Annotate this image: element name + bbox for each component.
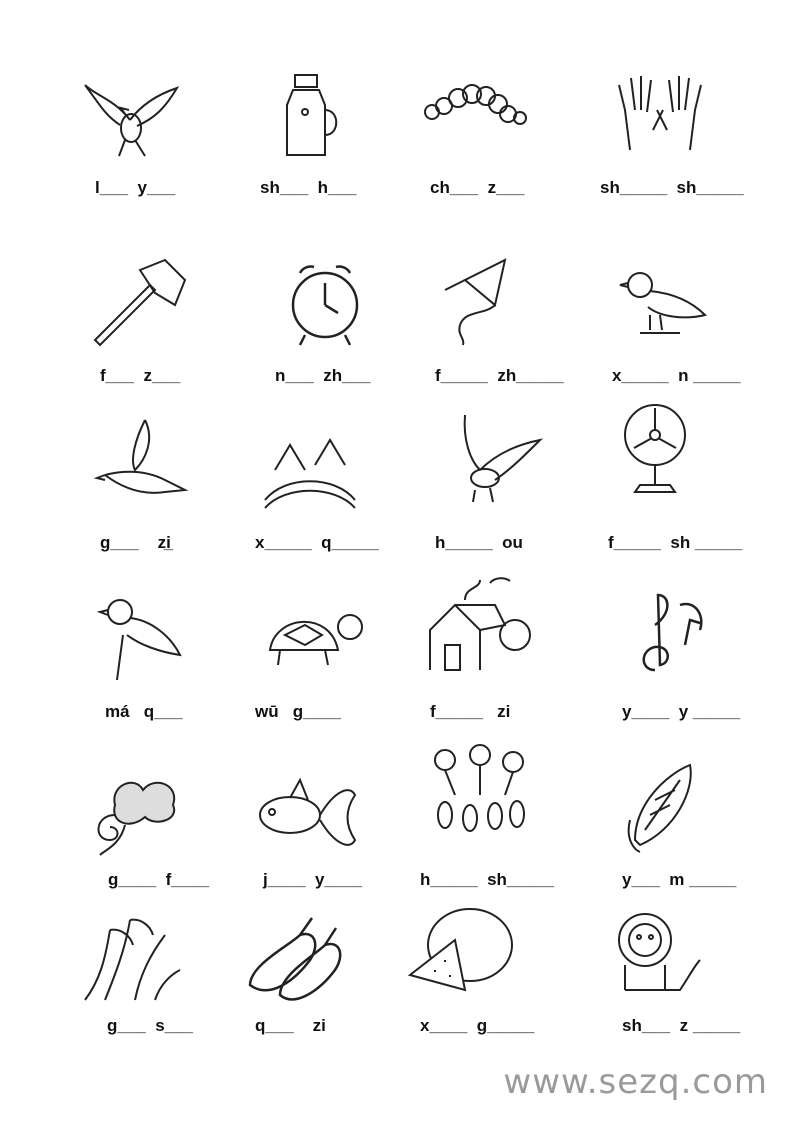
caption-3: ch___ z___ [430,178,525,197]
caption-4: sh_____ sh_____ [600,178,744,197]
caterpillar-icon [420,70,530,165]
hands-icon [605,70,715,165]
caption-14: wū g____ [255,702,341,721]
fan-icon [600,400,710,495]
bird-perched-icon [95,590,205,685]
caption-19: h_____ sh_____ [420,870,555,889]
goldfish-icon [250,770,360,865]
bridge-icon [255,430,365,525]
thermos-icon [255,70,365,165]
lion-icon [600,905,710,1000]
corn-icon [615,760,725,855]
dove-icon [85,410,195,505]
seagull-icon [435,410,545,505]
caption-5: f___ z___ [100,366,181,385]
caption-1: l___ y___ [95,178,176,197]
house-icon [425,575,535,670]
caption-17: g____ f____ [108,870,210,889]
cloud-wind-icon [85,765,195,860]
caption-21: g___ s___ [107,1016,194,1035]
music-note-icon [610,585,720,680]
caption-18: j____ y____ [263,870,363,889]
caption-22: q___ zi [255,1016,326,1035]
caption-8: x_____ n _____ [612,366,741,385]
caption-20: y___ m _____ [622,870,737,889]
caption-24: sh___ z _____ [622,1016,741,1035]
eggplant-icon [240,910,350,1005]
caption-7: f_____ zh_____ [435,366,564,385]
caption-6: n___ zh___ [275,366,371,385]
watermark-text: www.sezq.com [503,1062,768,1102]
caption-9: g___ zi̲ [100,533,171,552]
alarm-clock-icon [270,255,380,350]
caption-15: f_____ zi [430,702,511,721]
caption-2: sh___ h___ [260,178,357,197]
peanut-plant-icon [425,740,535,835]
caption-13: má q___ [105,702,183,721]
caption-12: f_____ sh _____ [608,533,743,552]
eagle-icon [75,70,185,165]
turtle-icon [260,595,370,690]
caption-16: y____ y _____ [622,702,741,721]
caption-10: x_____ q_____ [255,533,379,552]
kite-icon [435,250,545,345]
rice-plant-icon [75,910,185,1005]
sparrow-icon [610,255,720,350]
caption-23: x____ g_____ [420,1016,535,1035]
caption-11: h_____ ou [435,533,523,552]
watermelon-icon [405,900,515,995]
axe-icon [85,255,195,350]
